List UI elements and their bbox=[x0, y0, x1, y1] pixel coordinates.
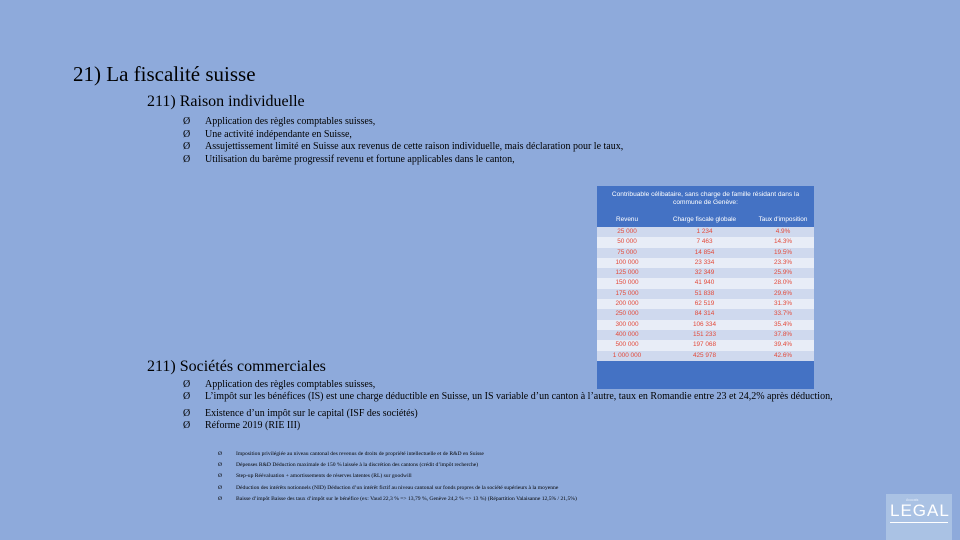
table-cell: 42.6% bbox=[773, 351, 793, 359]
list-item: Ø Application des règles comptables suisses, bbox=[183, 116, 376, 127]
table-cell: 41 940 bbox=[694, 279, 715, 287]
arrow-bullet-icon: Ø bbox=[218, 484, 223, 491]
list-item: Ø Une activité indépendante en Suisse, bbox=[183, 128, 352, 140]
table-cell: 14 854 bbox=[694, 248, 715, 256]
table-cell: 175 000 bbox=[615, 289, 639, 297]
section1-bullet-list bbox=[183, 116, 623, 166]
table-row bbox=[597, 258, 814, 268]
table-cell: 151 233 bbox=[692, 330, 717, 338]
section1-heading: 211) Raison individuelle bbox=[147, 93, 305, 110]
table-cell: 14.3% bbox=[773, 238, 793, 246]
table-cell: 31.3% bbox=[773, 300, 793, 308]
section2-heading: 211) Sociétés commerciales bbox=[147, 358, 326, 375]
table-cell: 23.3% bbox=[773, 258, 793, 266]
table-row bbox=[597, 309, 814, 319]
table-row bbox=[597, 237, 814, 247]
table-row bbox=[597, 278, 814, 288]
logo-wordmark: LEGAL bbox=[890, 501, 950, 520]
table-cell: 425 978 bbox=[692, 351, 717, 359]
table-row bbox=[597, 299, 814, 309]
table-cell: 150 000 bbox=[615, 279, 639, 287]
column-header: Taux d'imposition bbox=[758, 215, 808, 223]
arrow-bullet-icon: Ø bbox=[218, 473, 223, 480]
table-body bbox=[597, 227, 814, 361]
table-cell: 25 000 bbox=[617, 228, 637, 235]
arrow-bullet-icon: Ø bbox=[183, 391, 191, 403]
table-cell: 200 000 bbox=[615, 300, 639, 308]
arrow-bullet-icon: Ø bbox=[183, 379, 191, 390]
table-row bbox=[597, 351, 814, 361]
table-cell: 250 000 bbox=[615, 310, 639, 318]
list-item: Ø Imposition privilégiée au niveau cantonal des revenus de droits de propriété intellectuelle et de R&D en Suisse bbox=[218, 449, 577, 460]
arrow-bullet-icon: Ø bbox=[183, 116, 191, 127]
table-cell: 29.6% bbox=[773, 289, 793, 297]
arrow-bullet-icon: Ø bbox=[183, 407, 191, 419]
table-cell: 84 314 bbox=[694, 310, 715, 318]
arrow-bullet-icon: Ø bbox=[183, 128, 191, 140]
list-item: Ø Baisse d’impôt Baisse des taux d’impôt sur le bénéfice (ex: Vaud 22,3 % => 13,79 %, Genève 24,2 % => 13 %) (Répartition Valaisanne 12,5% / 21,5%) bbox=[218, 494, 577, 505]
table-cell: 51 838 bbox=[694, 289, 715, 297]
section2-bullet-list bbox=[183, 379, 943, 433]
table-cell: 39.4% bbox=[773, 341, 793, 349]
list-item: Ø Déduction des intérêts notionnels (NID) Déduction d’un intérêt fictif au niveau cantonal sur fonds propres de la société supérieurs à la moyenne bbox=[218, 483, 577, 494]
table-title: Contribuable célibataire, sans charge de famille résidant dans la commune de Genève: bbox=[611, 190, 800, 206]
table-cell: 197 068 bbox=[692, 341, 717, 349]
table-row bbox=[597, 268, 814, 278]
table-cell: 7 463 bbox=[696, 238, 713, 246]
arrow-bullet-icon: Ø bbox=[183, 153, 191, 165]
list-item: Ø Réforme 2019 (RIE III) bbox=[183, 420, 301, 432]
arrow-bullet-icon: Ø bbox=[218, 495, 223, 502]
arrow-bullet-icon: Ø bbox=[183, 420, 191, 432]
table-cell: 106 334 bbox=[692, 320, 717, 328]
table-cell: 125 000 bbox=[615, 269, 639, 277]
table-cell: 37.8% bbox=[773, 330, 793, 338]
table-cell: 35.4% bbox=[773, 320, 793, 328]
list-item: Ø Dépenses R&D Déduction maximale de 150 % laissée à la discrétion des cantons (crédit d’impôt recherche) bbox=[218, 460, 577, 471]
table-cell: 23 334 bbox=[694, 258, 715, 266]
table-cell: 1 234 bbox=[696, 228, 713, 235]
table-row bbox=[597, 248, 814, 258]
table-cell: 75 000 bbox=[617, 248, 637, 256]
column-header: Charge fiscale globale bbox=[672, 215, 737, 223]
table-row bbox=[597, 320, 814, 330]
table-cell: 32 349 bbox=[694, 269, 715, 277]
table-cell: 300 000 bbox=[615, 320, 639, 328]
table-cell: 500 000 bbox=[615, 341, 639, 349]
table-cell: 62 519 bbox=[694, 300, 715, 308]
table-cell: 25.9% bbox=[773, 269, 793, 277]
table-cell: 1 000 000 bbox=[612, 351, 642, 359]
slide-title: 21) La fiscalité suisse bbox=[73, 62, 256, 86]
table-row bbox=[597, 330, 814, 340]
logo bbox=[886, 494, 952, 540]
table-cell: 28.0% bbox=[773, 279, 793, 287]
table-cell: 100 000 bbox=[615, 258, 639, 266]
list-item: Ø Application des règles comptables suisses, bbox=[183, 379, 376, 390]
table-cell: 400 000 bbox=[615, 330, 639, 338]
table-row bbox=[597, 340, 814, 350]
arrow-bullet-icon: Ø bbox=[183, 141, 191, 153]
tax-table bbox=[597, 186, 814, 389]
list-item: Ø Assujettissement limité en Suisse aux revenus de cette raison individuelle, mais déclaration pour le taux, bbox=[183, 141, 624, 153]
table-cell: 33.7% bbox=[773, 310, 793, 318]
logo-caption: Avocats bbox=[906, 498, 919, 502]
table-row bbox=[597, 227, 814, 237]
reform-sub-bullet-list bbox=[218, 449, 577, 505]
table-header-row bbox=[597, 211, 814, 227]
table-cell: 4.9% bbox=[775, 228, 791, 235]
column-header: Revenu bbox=[615, 215, 639, 223]
table-row bbox=[597, 289, 814, 299]
list-item: Ø Step-up Réévaluation + amortissements de réserves latentes (RL) sur goodwill bbox=[218, 471, 577, 482]
table-cell: 50 000 bbox=[617, 238, 637, 246]
table-cell: 19.5% bbox=[773, 248, 793, 256]
logo-underline bbox=[890, 522, 948, 523]
arrow-bullet-icon: Ø bbox=[218, 462, 223, 469]
list-item: Ø Utilisation du barème progressif revenu et fortune applicables dans le canton, bbox=[183, 153, 515, 165]
list-item: Ø Existence d’un impôt sur le capital (ISF des sociétés) bbox=[183, 407, 418, 419]
arrow-bullet-icon: Ø bbox=[218, 451, 223, 457]
list-item: Ø L’impôt sur les bénéfices (IS) est une charge déductible en Suisse, un IS variable d’un canton à l’autre, taux en Romandie entre 23 et 24,2% après déduction, bbox=[183, 391, 833, 403]
